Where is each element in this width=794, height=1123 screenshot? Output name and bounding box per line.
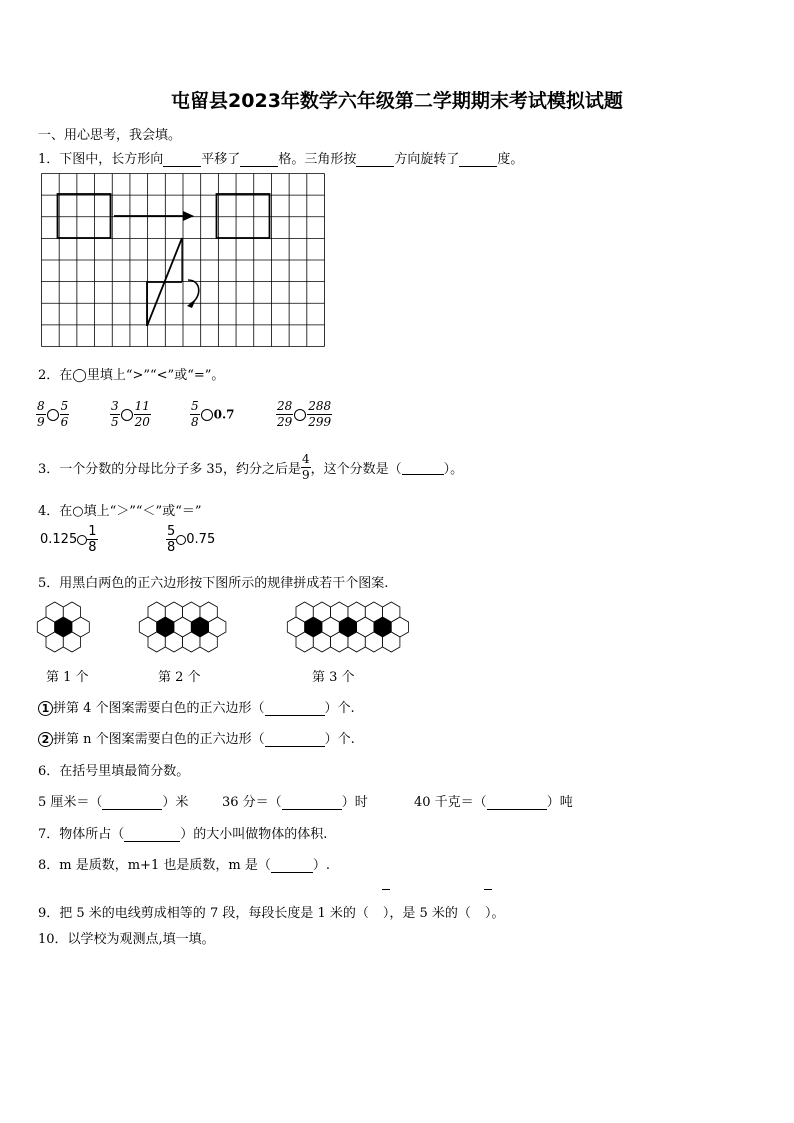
question-5: 5．用黑白两色的正六边形按下图所示的规律拼成若干个图案. [38, 576, 389, 591]
answer-blank[interactable] [356, 153, 394, 167]
answer-blank[interactable] [124, 828, 180, 842]
question-5-part-1: 1 拼第 4 个图案需要白色的正六边形（ ）个. [38, 697, 355, 716]
compare-item-q4-2: $\frac{5}{8}$ 0.75 [167, 524, 216, 555]
rectangle-translated [217, 194, 270, 238]
question-6: 6．在括号里填最简分数。 [38, 764, 190, 779]
pattern-label-1: 第 1 个 [46, 670, 89, 685]
compare-item-q4-1: 0.125 $\frac{1}{8}$ [40, 524, 97, 555]
question-6-item-1: 5 厘米＝（ ）米 [38, 795, 189, 810]
answer-blank[interactable] [402, 461, 444, 475]
compare-item-3: $\frac{5}{8}$ 0.7 [191, 399, 235, 429]
question-6-item-3: 40 千克＝（ ）吨 [414, 795, 573, 810]
compare-circle[interactable] [294, 409, 306, 421]
answer-blank[interactable] [282, 796, 342, 810]
question-5-part-2: 2 拼第 n 个图案需要白色的正六边形（ ）个. [38, 728, 355, 747]
question-10: 10．以学校为观测点,填一填。 [38, 932, 215, 947]
question-1: 1．下图中，长方形向 平移了 格。三角形按 方向旋转了 度。 [38, 152, 524, 167]
compare-circle[interactable] [201, 409, 213, 421]
triangle-original [147, 282, 182, 326]
hexagon-pattern-figure [34, 600, 414, 658]
answer-blank[interactable] [459, 153, 497, 167]
answer-blank[interactable] [487, 796, 547, 810]
compare-circle[interactable] [77, 535, 87, 545]
rotation-arrow [188, 280, 199, 304]
answer-blank[interactable] [163, 153, 201, 167]
compare-circle[interactable] [47, 409, 59, 421]
question-8: 8．m 是质数，m+1 也是质数，m 是（ ）. [38, 858, 330, 873]
question-6-item-2: 36 分＝（ ）时 [222, 795, 368, 810]
compare-item-4: $\frac{28}{29}$ $\frac{288}{299}$ [277, 399, 332, 429]
question-4: 4．在○填上“＞”“＜”或“＝” [38, 504, 202, 519]
hexagon-tiles [37, 602, 408, 652]
question-3: 3．一个分数的分母比分子多 35，约分之后是 $\frac{4}{9}$ ，这个分数是（ ）。 [38, 452, 464, 482]
page-title: 屯留县2023年数学六年级第二学期期末考试模拟试题 [171, 90, 623, 112]
question-9: 9．把 5 米的电线剪成相等的 7 段，每段长度是 1 米的（ ），是 5 米的（ ）。 [38, 906, 505, 921]
compare-circle[interactable] [121, 409, 133, 421]
question-7: 7．物体所占（ ）的大小叫做物体的体积. [38, 827, 328, 842]
pattern-label-3: 第 3 个 [312, 670, 355, 685]
section-heading: 一、用心思考，我会填。 [38, 128, 182, 143]
translation-arrowhead [183, 211, 194, 221]
pattern-label-2: 第 2 个 [158, 670, 201, 685]
answer-blank[interactable] [265, 733, 325, 747]
compare-circle[interactable] [176, 535, 186, 545]
answer-blank[interactable] [102, 796, 162, 810]
translation-rotation-grid-figure [40, 172, 326, 348]
rectangle-original [58, 194, 111, 238]
compare-item-2: $\frac{3}{5}$ $\frac{11}{20}$ [111, 399, 150, 429]
grid-lines [42, 174, 325, 347]
compare-item-1: $\frac{8}{9}$ $\frac{5}{6}$ [37, 399, 69, 429]
answer-blank[interactable] [265, 702, 325, 716]
question-2: 2．在◯里填上“>”“<”或“=”。 [38, 368, 225, 383]
answer-blank[interactable] [271, 859, 313, 873]
answer-blank[interactable] [240, 153, 278, 167]
